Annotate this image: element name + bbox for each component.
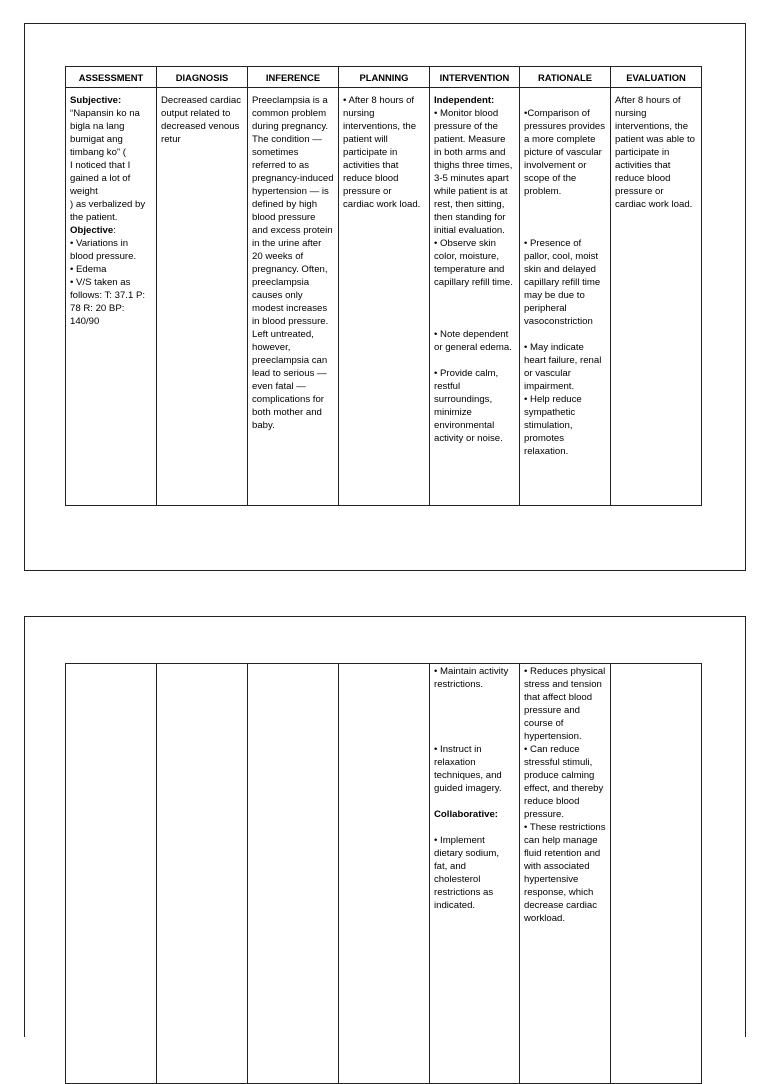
independent-label: Independent:: [434, 95, 495, 106]
subjective-label: Subjective:: [70, 95, 122, 106]
header-inference: INFERENCE: [248, 67, 339, 88]
nursing-care-plan-table-continued: [65, 663, 702, 1084]
table-header-row: [66, 67, 702, 88]
objective-item: • Variations in blood pressure.: [70, 238, 137, 262]
table-row: [66, 664, 702, 1084]
header-intervention: INTERVENTION: [430, 67, 520, 88]
rationale-cell: [520, 88, 611, 506]
intervention-item: • Provide calm, restful surroundings, minimize environmental activity or noise.: [434, 368, 503, 444]
intervention-item: • Monitor blood pressure of the patient. Measure in both arms and thighs three times, 3-5 minutes apart while patient is at rest, then sitting, then standing for initial evaluation.: [434, 108, 513, 236]
rationale-cell: [520, 664, 611, 1084]
header-evaluation: EVALUATION: [611, 67, 702, 88]
objective-heading: Objective:: [70, 225, 116, 236]
document-page-2: [24, 616, 746, 1037]
rationale-item: • Help reduce sympathetic stimulation, promotes relaxation.: [524, 394, 582, 457]
objective-item: • Edema: [70, 264, 107, 275]
nursing-care-plan-table: [65, 66, 702, 506]
diagnosis-text: Decreased cardiac output related to decreased venous retur: [161, 95, 241, 145]
intervention-item: • Maintain activity restrictions.: [434, 666, 509, 690]
inference-text: Preeclampsia is a common problem during pregnancy. The condition — sometimes referred to as pregnancy-induced hypertension — is defined by high blood pressure and excess protein in the urine after 20 weeks of pregnancy. Often, preeclampsia causes only modest increases in blood pressure. Left untreated, however, preeclampsia can lead to serious — even fatal — complications for both mother and baby.: [252, 95, 334, 431]
collaborative-label: Collaborative:: [434, 809, 498, 820]
intervention-item: • Implement dietary sodium, fat, and cholesterol restrictions as indicated.: [434, 835, 500, 911]
intervention-cell: [430, 664, 520, 1084]
subjective-text: “Napansin ko na bigla na lang bumigat ang timbang ko” ( I noticed that I gained a lot of weight ) as verbalized by the patient.: [70, 108, 146, 223]
header-rationale: RATIONALE: [520, 67, 611, 88]
evaluation-text: After 8 hours of nursing interventions, the patient was able to participate in activities that reduce blood pressure or cardiac work load.: [615, 95, 696, 210]
rationale-item: • Presence of pallor, cool, moist skin and delayed capillary refill time may be due to peripheral vasoconstriction: [524, 238, 601, 327]
intervention-cell: [430, 88, 520, 506]
rationale-item: • May indicate heart failure, renal or vascular impairment.: [524, 342, 602, 392]
assessment-cell: [66, 664, 157, 1084]
header-assessment: ASSESSMENT: [66, 67, 157, 88]
intervention-item: • Observe skin color, moisture, temperature and capillary refill time.: [434, 238, 513, 288]
inference-cell: [248, 88, 339, 506]
evaluation-cell: [611, 88, 702, 506]
planning-text: • After 8 hours of nursing interventions, the patient will participate in activities that reduce blood pressure or cardiac work load.: [343, 95, 421, 210]
objective-item: • V/S taken as follows: T: 37.1 P: 78 R: 20 BP: 140/90: [70, 277, 146, 327]
table-row: [66, 88, 702, 506]
diagnosis-cell: [157, 88, 248, 506]
document-page-1: [24, 23, 746, 571]
rationale-item: •Comparison of pressures provides a more complete picture of vascular involvement or scope of the problem.: [524, 108, 606, 197]
planning-cell: [339, 664, 430, 1084]
evaluation-cell: [611, 664, 702, 1084]
inference-cell: [248, 664, 339, 1084]
intervention-item: • Instruct in relaxation techniques, and guided imagery.: [434, 744, 502, 794]
planning-cell: [339, 88, 430, 506]
rationale-item: • These restrictions can help manage fluid retention and with associated hypertensive response, which decrease cardiac workload.: [524, 822, 606, 924]
diagnosis-cell: [157, 664, 248, 1084]
rationale-item: • Reduces physical stress and tension that affect blood pressure and course of hypertension.: [524, 666, 606, 742]
assessment-cell: [66, 88, 157, 506]
header-diagnosis: DIAGNOSIS: [157, 67, 248, 88]
intervention-item: • Note dependent or general edema.: [434, 329, 512, 353]
objective-label: Objective: [70, 225, 114, 236]
header-planning: PLANNING: [339, 67, 430, 88]
rationale-item: • Can reduce stressful stimuli, produce calming effect, and thereby reduce blood pressure.: [524, 744, 604, 820]
